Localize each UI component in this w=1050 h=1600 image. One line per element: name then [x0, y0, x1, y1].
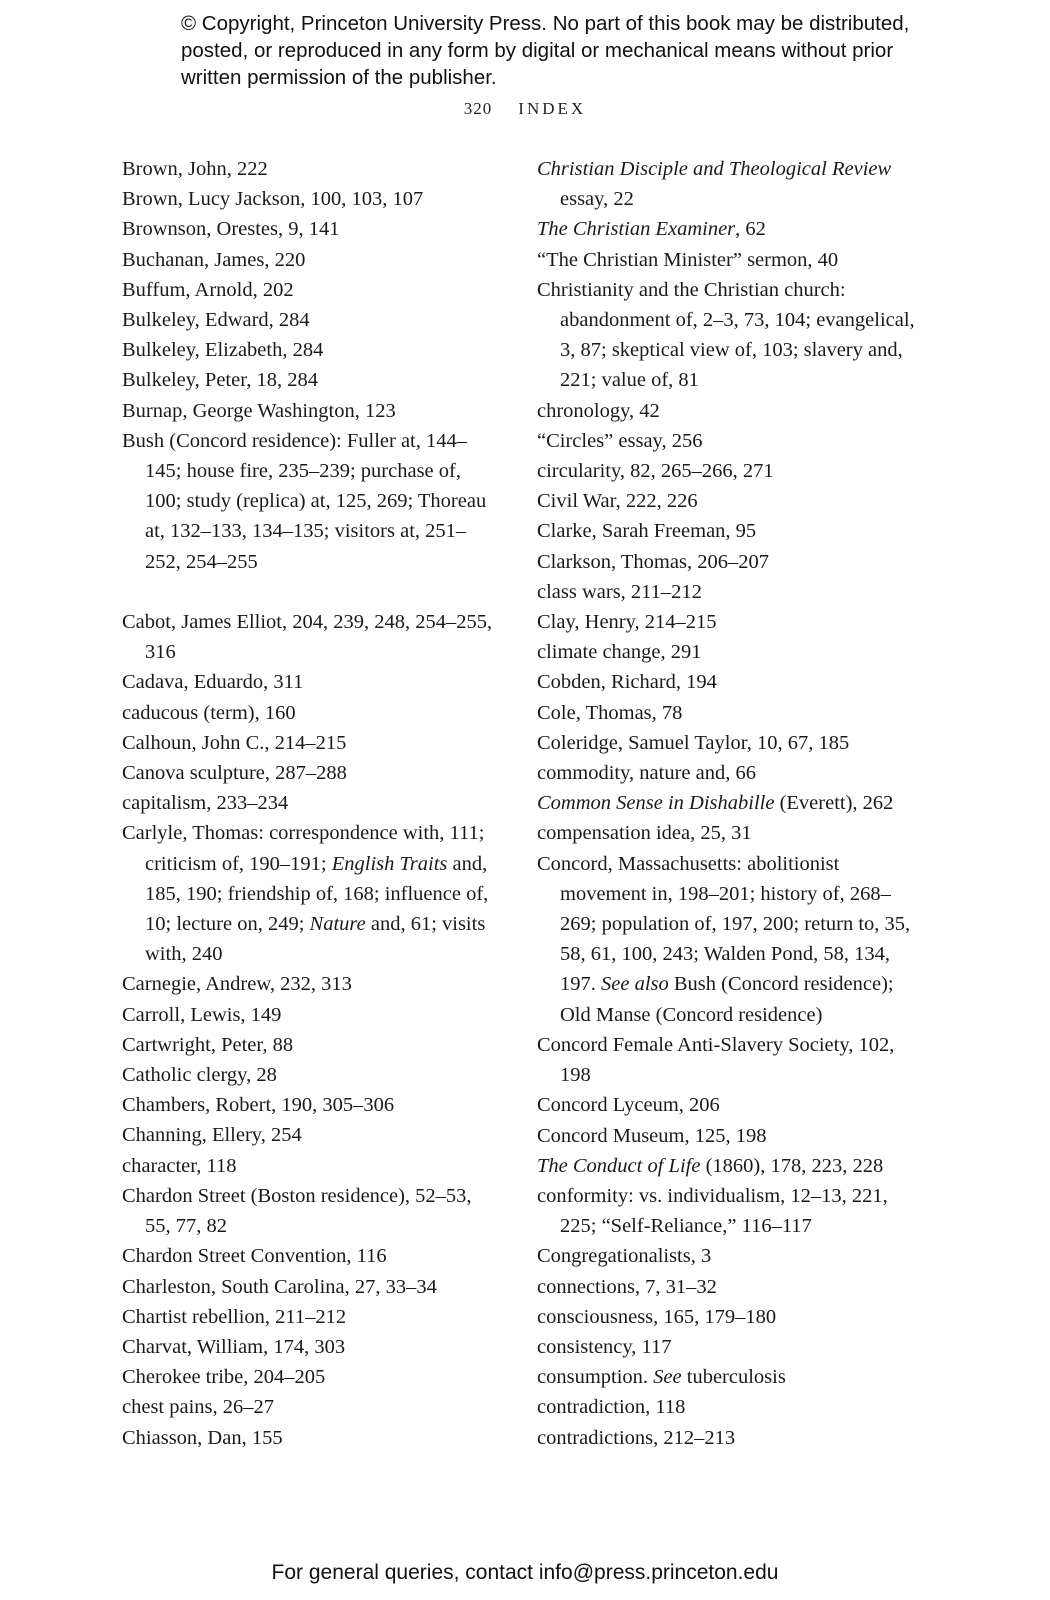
index-column-right — [537, 154, 917, 1453]
entry-text: Clarkson, Thomas, 206–207 — [537, 550, 769, 573]
entry-text: Cabot, James Elliot, 204, 239, 248, 254–255, 316 — [122, 611, 493, 664]
index-entry — [537, 1332, 917, 1362]
entry-text: Chartist rebellion, 211–212 — [122, 1305, 347, 1328]
entry-text: Canova sculpture, 287–288 — [122, 762, 347, 785]
copyright-notice: © Copyright, Princeton University Press. No part of this book may be distributed, posted, or reproduced in any form by digital or mechanical means without prior written permission of the publisher. — [181, 12, 910, 89]
entry-text: connections, 7, 31–32 — [537, 1275, 717, 1298]
entry-text: “The Christian Minister” sermon, 40 — [537, 248, 839, 271]
index-entry — [537, 1362, 917, 1392]
italic-title: Nature — [309, 913, 366, 936]
page-number: 320 — [463, 99, 493, 118]
entry-text: chest pains, 26–27 — [122, 1396, 275, 1419]
index-entry — [537, 275, 917, 396]
index-entry — [122, 335, 497, 365]
index-entry — [537, 698, 917, 728]
index-entry — [122, 758, 497, 788]
entry-text: Concord Lyceum, 206 — [537, 1094, 720, 1117]
italic-title: The Conduct of Life — [537, 1154, 701, 1177]
index-entry — [122, 1241, 497, 1271]
entry-text: circularity, 82, 265–266, 271 — [537, 460, 774, 483]
entry-text: class wars, 211–212 — [537, 580, 702, 603]
italic-title: See — [653, 1366, 682, 1389]
entry-text: Concord, Massachusetts: abolitionist movement in, 198–201; history of, 268–269; population of, 197, 200; return to, 35, 58, 61, 100, 243; Walden Pond, 58, 134, 197. — [537, 852, 911, 996]
entry-text: Concord Female Anti-Slavery Society, 102, 198 — [537, 1033, 895, 1087]
italic-title: Christian Disciple and Theological Review — [537, 158, 892, 180]
entry-text: Charleston, South Carolina, 27, 33–34 — [122, 1275, 437, 1298]
entry-text: essay, 22 — [560, 188, 634, 211]
index-entry — [537, 637, 917, 667]
index-column-left — [122, 154, 497, 1453]
index-entry — [122, 1120, 497, 1150]
index-entry — [122, 969, 497, 999]
index-entry — [537, 396, 917, 426]
entry-text: and, 185, 190; friendship of, 168; influence of, 10; lecture on, 249; — [145, 852, 489, 936]
index-entry — [537, 849, 917, 1030]
entry-text: Buchanan, James, 220 — [122, 248, 306, 271]
index-entry — [122, 1392, 497, 1422]
index-entry — [122, 214, 497, 244]
index-entry — [122, 154, 497, 184]
entry-text: Catholic clergy, 28 — [122, 1064, 277, 1087]
index-entry — [537, 154, 917, 214]
entry-text: capitalism, 233–234 — [122, 792, 289, 815]
index-entry — [122, 698, 497, 728]
entry-text: Chambers, Robert, 190, 305–306 — [122, 1094, 395, 1117]
index-entry — [122, 275, 497, 305]
entry-text: Bush (Concord residence); Old Manse (Concord residence) — [560, 973, 894, 1026]
index-entry — [122, 1362, 497, 1392]
index-entry — [537, 426, 917, 456]
index-entry — [122, 728, 497, 758]
italic-title: See also — [601, 973, 669, 996]
italic-title: The Christian Examiner — [537, 218, 736, 241]
letter-section-gap — [122, 577, 497, 607]
entry-text: Calhoun, John C., 214–215 — [122, 731, 347, 754]
index-entry — [537, 1030, 917, 1090]
index-entry — [537, 1090, 917, 1120]
entry-text: Bulkeley, Edward, 284 — [122, 309, 310, 332]
index-entry — [537, 1121, 917, 1151]
index-entry — [537, 1181, 917, 1241]
entry-text: character, 118 — [122, 1154, 237, 1177]
entry-text: Cole, Thomas, 78 — [537, 701, 683, 724]
entry-text: consciousness, 165, 179–180 — [537, 1305, 777, 1328]
index-entry — [537, 818, 917, 848]
entry-text: Brownson, Orestes, 9, 141 — [122, 218, 340, 241]
italic-title: Common Sense in Dishabille — [537, 792, 775, 815]
entry-text: Brown, Lucy Jackson, 100, 103, 107 — [122, 188, 424, 211]
entry-text: Carnegie, Andrew, 232, 313 — [122, 973, 352, 996]
entry-text: , 62 — [735, 218, 766, 241]
index-entry — [122, 245, 497, 275]
index-entry — [537, 1151, 917, 1181]
entry-text: Channing, Ellery, 254 — [122, 1124, 302, 1147]
running-head — [0, 99, 1050, 119]
entry-text: Christianity and the Christian church: abandonment of, 2–3, 73, 104; evangelical, 3, 87; skeptical view of, 103; slavery and, 221; value of, 81 — [537, 278, 915, 392]
entry-text: consistency, 117 — [537, 1335, 672, 1358]
section-title: INDEX — [518, 99, 587, 118]
entry-text: Carlyle, Thomas: correspondence with, 111; criticism of, 190–191; — [122, 822, 485, 875]
entry-text: Clay, Henry, 214–215 — [537, 611, 717, 634]
index-entry — [537, 667, 917, 697]
index-entry — [537, 1272, 917, 1302]
index-entry — [537, 486, 917, 516]
entry-text: Bulkeley, Peter, 18, 284 — [122, 369, 318, 392]
entry-text: Clarke, Sarah Freeman, 95 — [537, 520, 757, 543]
entry-text: climate change, 291 — [537, 641, 702, 664]
index-entry — [537, 788, 917, 818]
entry-text: Civil War, 222, 226 — [537, 490, 698, 513]
entry-text: Buffum, Arnold, 202 — [122, 278, 294, 301]
index-entry — [122, 1332, 497, 1362]
italic-title: English Traits — [331, 852, 448, 875]
entry-text: Bush (Concord residence): Fuller at, 144–145; house fire, 235–239; purchase of, 100; study (replica) at, 125, 269; Thoreau at, 132–133, 134–135; visitors at, 251–252, 254–255 — [122, 429, 487, 573]
entry-text: Bulkeley, Elizabeth, 284 — [122, 339, 324, 362]
index-entry — [122, 818, 497, 969]
index-entry — [537, 577, 917, 607]
entry-text: Cherokee tribe, 204–205 — [122, 1366, 326, 1389]
index-entry — [537, 245, 917, 275]
index-entry — [122, 1423, 497, 1453]
index-entry — [122, 1151, 497, 1181]
entry-text: Chardon Street Convention, 116 — [122, 1245, 387, 1268]
index-entry — [122, 396, 497, 426]
entry-text: (Everett), 262 — [774, 792, 894, 815]
index-entry — [537, 728, 917, 758]
entry-text: tuberculosis — [681, 1366, 786, 1389]
index-entry — [122, 607, 497, 667]
index-entry — [122, 305, 497, 335]
index-entry — [122, 1000, 497, 1030]
index-entry — [537, 456, 917, 486]
index-entry — [122, 667, 497, 697]
entry-text: Chardon Street (Boston residence), 52–53, 55, 77, 82 — [122, 1184, 472, 1238]
index-entry — [122, 1272, 497, 1302]
index-entry — [122, 788, 497, 818]
entry-text: consumption. — [537, 1366, 654, 1389]
index-entry — [537, 547, 917, 577]
entry-text: Concord Museum, 125, 198 — [537, 1124, 767, 1147]
index-entry — [537, 1241, 917, 1271]
entry-text: Cadava, Eduardo, 311 — [122, 671, 304, 694]
entry-text: commodity, nature and, 66 — [537, 762, 756, 785]
entry-text: and, 61; visits with, 240 — [145, 913, 486, 966]
entry-text: Brown, John, 222 — [122, 158, 268, 180]
footer-contact: For general queries, contact info@press.princeton.edu — [271, 1561, 779, 1584]
index-entry — [122, 1181, 497, 1241]
entry-text: Chiasson, Dan, 155 — [122, 1426, 283, 1449]
entry-text: Carroll, Lewis, 149 — [122, 1003, 282, 1026]
entry-text: “Circles” essay, 256 — [537, 429, 703, 452]
entry-text: Cobden, Richard, 194 — [537, 671, 717, 694]
index-entry — [537, 214, 917, 244]
entry-text: Charvat, William, 174, 303 — [122, 1335, 346, 1358]
index-entry — [537, 1302, 917, 1332]
entry-text: Burnap, George Washington, 123 — [122, 399, 396, 422]
entry-text: Cartwright, Peter, 88 — [122, 1033, 294, 1056]
entry-text: compensation idea, 25, 31 — [537, 822, 752, 845]
index-entry — [122, 184, 497, 214]
entry-text: Congregationalists, 3 — [537, 1245, 712, 1268]
index-entry — [537, 607, 917, 637]
index-entry — [122, 1060, 497, 1090]
entry-text: (1860), 178, 223, 228 — [700, 1154, 884, 1177]
entry-text: caducous (term), 160 — [122, 701, 296, 724]
index-entry — [122, 365, 497, 395]
index-entry — [122, 1302, 497, 1332]
index-entry — [122, 1030, 497, 1060]
index-entry — [537, 1392, 917, 1422]
index-entry — [122, 426, 497, 577]
index-entry — [537, 1423, 917, 1453]
index-entry — [122, 1090, 497, 1120]
entry-text: contradictions, 212–213 — [537, 1426, 736, 1449]
entry-text: contradiction, 118 — [537, 1396, 686, 1419]
entry-text: conformity: vs. individualism, 12–13, 221, 225; “Self-Reliance,” 116–117 — [537, 1184, 888, 1238]
entry-text: Coleridge, Samuel Taylor, 10, 67, 185 — [537, 731, 850, 754]
index-entry — [537, 516, 917, 546]
entry-text: chronology, 42 — [537, 399, 660, 422]
index-entry — [537, 758, 917, 788]
